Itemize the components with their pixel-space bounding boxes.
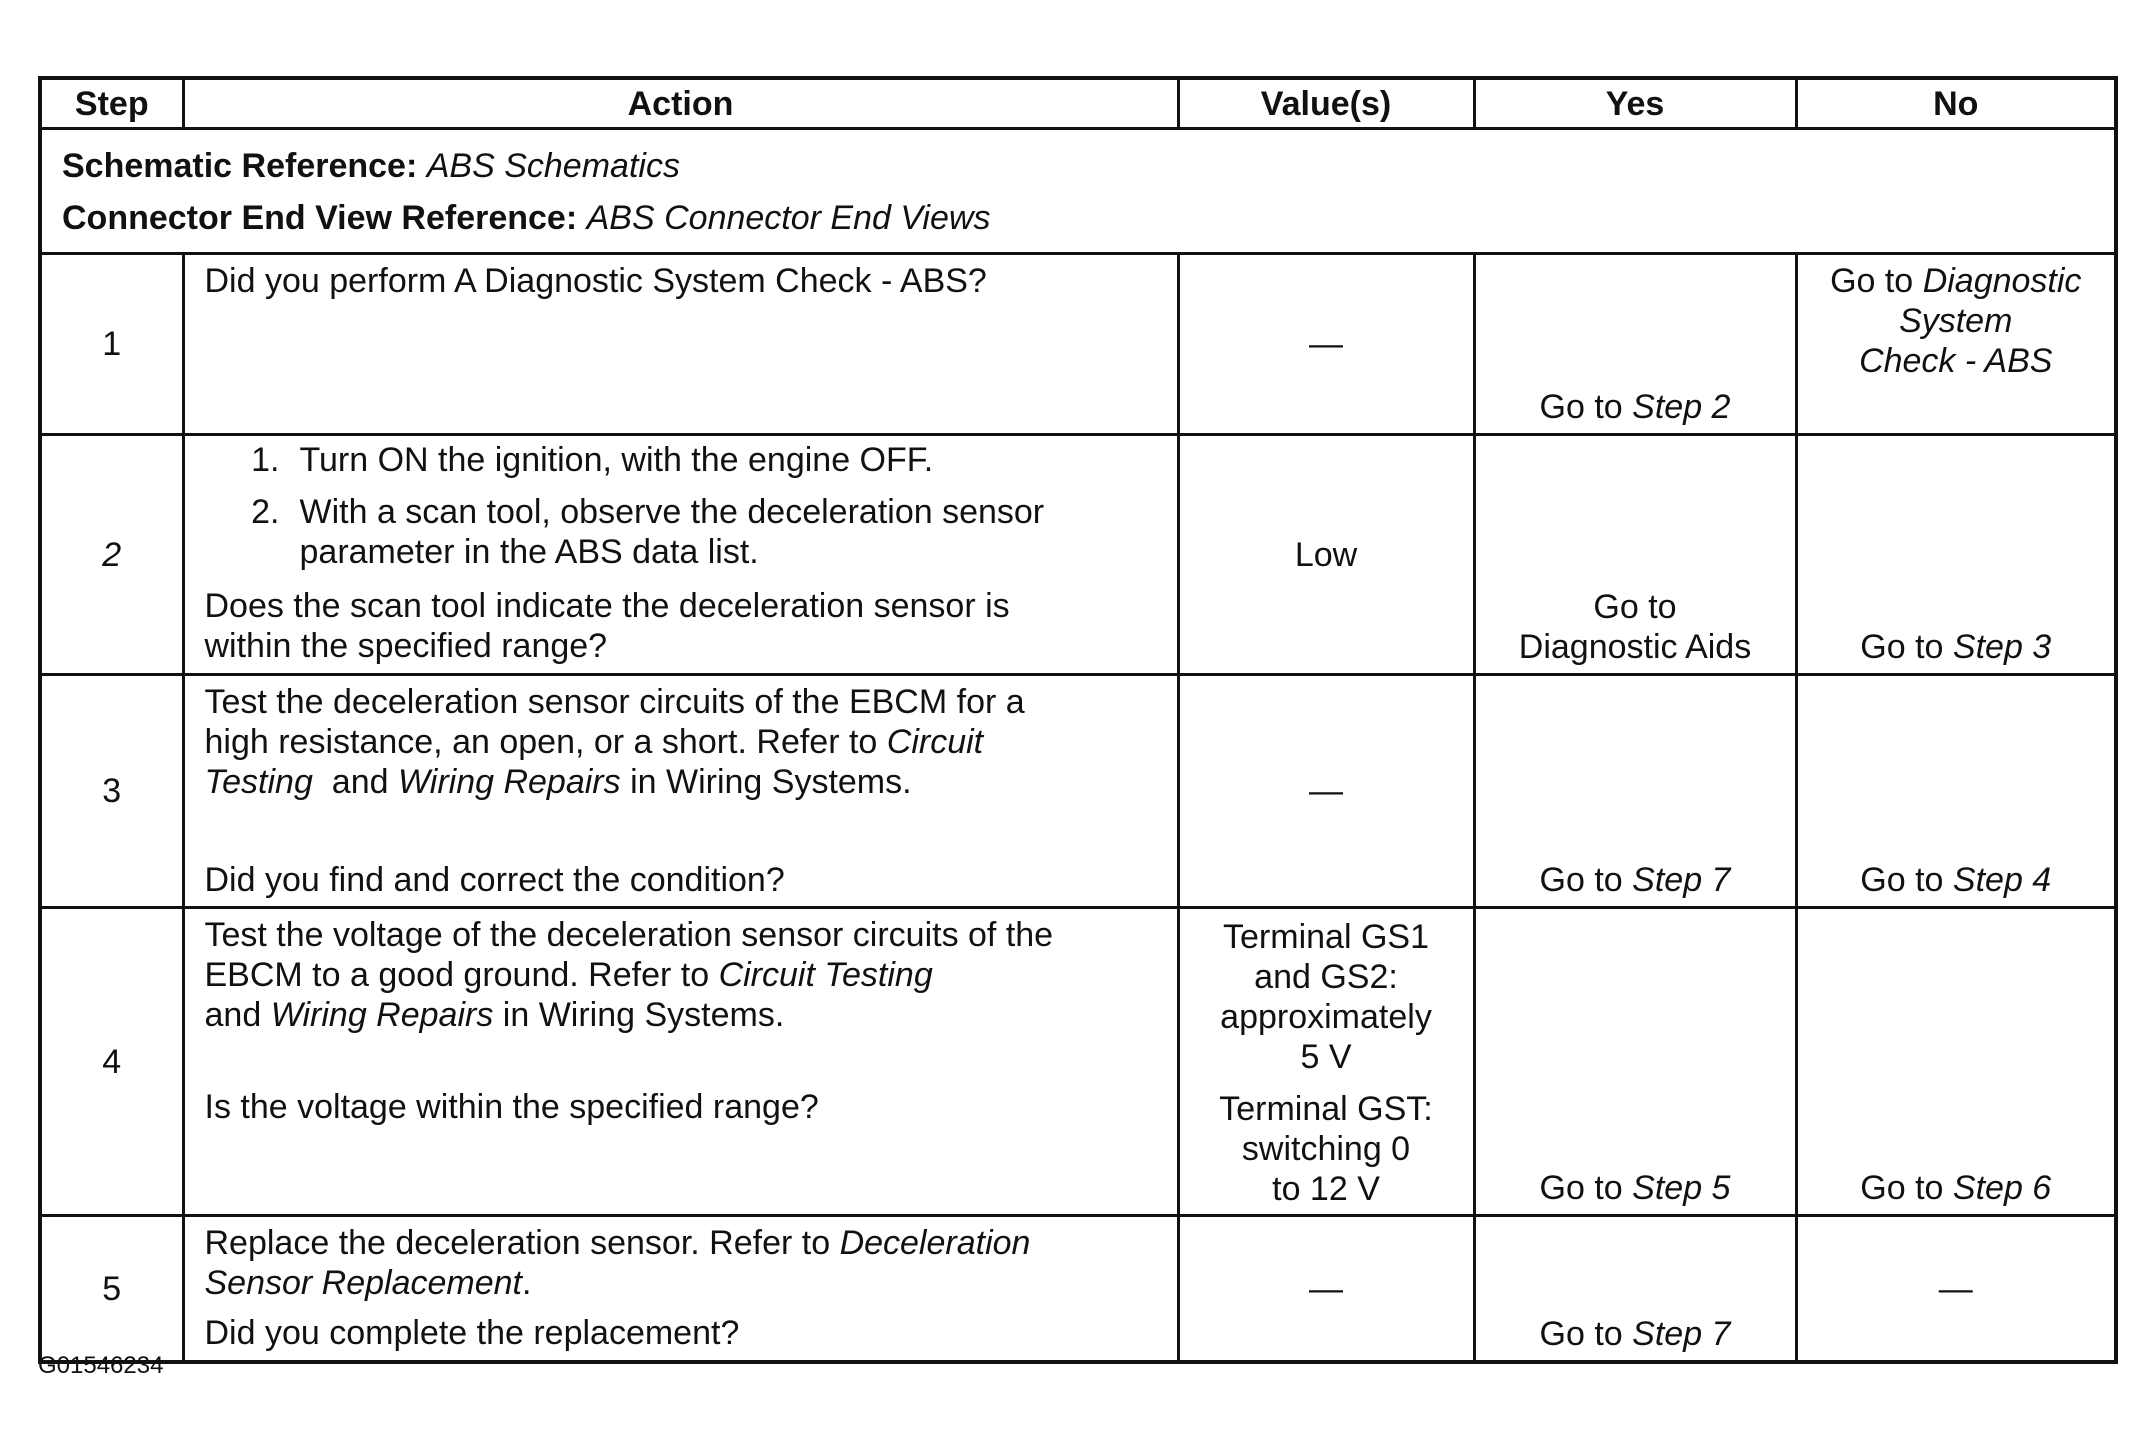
action-line2: EBCM to a good ground. Refer to (204, 956, 710, 994)
schematic-reference (62, 140, 2094, 192)
action-cell (183, 675, 1178, 908)
no-cell (1796, 1216, 2116, 1363)
value-line: Terminal GST: (1219, 1090, 1433, 1128)
value-terminal-gs (1180, 917, 1473, 1077)
connector-reference-label: Connector End View Reference: (62, 199, 578, 237)
value-line: and GS2: (1254, 958, 1398, 996)
schematic-reference-label: Schematic Reference: (62, 147, 418, 185)
list-item-number: 2. (251, 493, 280, 531)
no-step-link[interactable]: Step 4 (1952, 861, 2052, 899)
step-number: 3 (40, 675, 183, 908)
table-row (40, 254, 2116, 435)
value-line: approximately (1220, 998, 1432, 1036)
action-question: Did you complete the replacement? (204, 1314, 740, 1352)
no-cell (1796, 254, 2116, 435)
action-line3-end: in Wiring Systems. (502, 996, 785, 1034)
action-and: and (331, 763, 389, 801)
question-line2: within the specified range? (204, 627, 608, 665)
wiring-repairs-link[interactable]: Wiring Repairs (270, 996, 494, 1034)
action-text (205, 682, 1159, 802)
wiring-repairs-link[interactable]: Wiring Repairs (397, 763, 621, 801)
no-prefix: Go to (1860, 628, 1944, 666)
action-line1: Test the deceleration sensor circuits of the EBCM for a (204, 683, 1025, 721)
action-question: Is the voltage within the specified range? (204, 1088, 819, 1126)
no-diagnostic-link[interactable]: Diagnostic (1922, 262, 2082, 300)
circuit-testing-link-line2[interactable]: Testing (204, 763, 313, 801)
table-row (40, 908, 2116, 1216)
diagnostic-table (38, 76, 2118, 1364)
value-line: to 12 V (1272, 1170, 1380, 1208)
step-number: 5 (40, 1216, 183, 1363)
yes-cell (1474, 254, 1796, 435)
list-item-text-line2: parameter in the ABS data list. (299, 533, 759, 571)
action-line2: high resistance, an open, or a short. Refer to (204, 723, 878, 761)
schematic-reference-link[interactable]: ABS Schematics (426, 147, 680, 185)
yes-cell (1474, 675, 1796, 908)
no-cell (1796, 435, 2116, 675)
list-item-text: With a scan tool, observe the deceleration sensor (299, 493, 1045, 531)
action-cell (183, 254, 1178, 435)
yes-diagnostic-aids-link[interactable]: Diagnostic Aids (1518, 628, 1752, 666)
value-dash: — (1309, 325, 1343, 363)
yes-step-link[interactable]: Step 5 (1632, 1169, 1731, 1207)
value-terminal-gst (1180, 1089, 1473, 1209)
circuit-testing-link[interactable]: Circuit (886, 723, 984, 761)
question-line1: Does the scan tool indicate the deceleration sensor is (204, 587, 1010, 625)
yes-step-link[interactable]: Step 7 (1632, 1315, 1731, 1353)
action-list-item (240, 492, 1159, 572)
reference-cell (40, 129, 2116, 254)
yes-cell (1474, 1216, 1796, 1363)
yes-prefix: Go to (1539, 1315, 1623, 1353)
yes-cell (1474, 908, 1796, 1216)
value-dash: — (1309, 1269, 1343, 1308)
table-row (40, 1216, 2116, 1363)
connector-reference-link[interactable]: ABS Connector End Views (586, 199, 991, 237)
no-prefix: Go to (1860, 861, 1944, 899)
step-number: 4 (40, 908, 183, 1216)
yes-cell (1474, 435, 1796, 675)
no-step-link[interactable]: Step 6 (1952, 1169, 2052, 1207)
header-yes: Yes (1474, 78, 1796, 129)
reference-row (40, 129, 2116, 254)
action-text: Did you perform A Diagnostic System Check - ABS? (204, 262, 987, 300)
header-values: Value(s) (1178, 78, 1474, 129)
table-row (40, 435, 2116, 675)
step-number: 2 (40, 435, 183, 675)
no-step-link[interactable]: Step 3 (1952, 628, 2052, 666)
action-cell (183, 908, 1178, 1216)
table-row (40, 675, 2116, 908)
value-dash: — (1309, 772, 1343, 810)
value-line: Terminal GS1 (1223, 918, 1429, 956)
value-cell (1178, 675, 1474, 908)
header-action: Action (183, 78, 1178, 129)
step-number: 1 (40, 254, 183, 435)
action-line3-end: in Wiring Systems. (630, 763, 912, 801)
action-question (205, 586, 1159, 666)
yes-prefix: Go to (1539, 1169, 1623, 1207)
action-line1: Test the voltage of the deceleration sensor circuits of the (204, 916, 1054, 954)
action-text (205, 1223, 1159, 1303)
no-prefix: Go to (1860, 1169, 1944, 1207)
no-prefix: Go to (1830, 262, 1914, 300)
action-line1: Replace the deceleration sensor. Refer to (204, 1224, 831, 1262)
action-period: . (522, 1264, 532, 1302)
value-text: Low (1294, 535, 1358, 574)
action-cell (183, 435, 1178, 675)
figure-id: G01546234 (38, 1352, 164, 1379)
list-item-number: 1. (251, 441, 280, 479)
connector-reference (62, 192, 2094, 244)
value-line: 5 V (1300, 1038, 1352, 1076)
circuit-testing-link[interactable]: Circuit Testing (718, 956, 933, 994)
action-list-item (240, 440, 1159, 480)
value-cell (1178, 908, 1474, 1216)
yes-step-link[interactable]: Step 7 (1632, 861, 1731, 899)
yes-prefix: Go to (1539, 388, 1623, 426)
header-row (40, 78, 2116, 129)
header-step: Step (40, 78, 183, 129)
yes-step-link[interactable]: Step 2 (1632, 388, 1731, 426)
list-item-text: Turn ON the ignition, with the engine OFF. (299, 441, 934, 479)
no-cell (1796, 675, 2116, 908)
header-no: No (1796, 78, 2116, 129)
value-cell (1178, 1216, 1474, 1363)
value-cell (1178, 435, 1474, 675)
no-cell (1796, 908, 2116, 1216)
deceleration-sensor-link-line2[interactable]: Sensor Replacement (204, 1264, 523, 1302)
value-cell (1178, 254, 1474, 435)
yes-prefix: Go to (1539, 861, 1623, 899)
action-and: and (204, 996, 262, 1034)
no-diagnostic-link-line2[interactable]: System (1899, 302, 2013, 340)
no-diagnostic-link-line3[interactable]: Check - ABS (1859, 342, 2053, 380)
value-line: switching 0 (1241, 1130, 1411, 1168)
no-dash: — (1938, 1269, 1973, 1308)
deceleration-sensor-link[interactable]: Deceleration (839, 1224, 1031, 1262)
action-cell (183, 1216, 1178, 1363)
action-text (205, 915, 1159, 1035)
yes-prefix: Go to (1593, 588, 1677, 626)
action-question: Did you find and correct the condition? (204, 861, 785, 899)
